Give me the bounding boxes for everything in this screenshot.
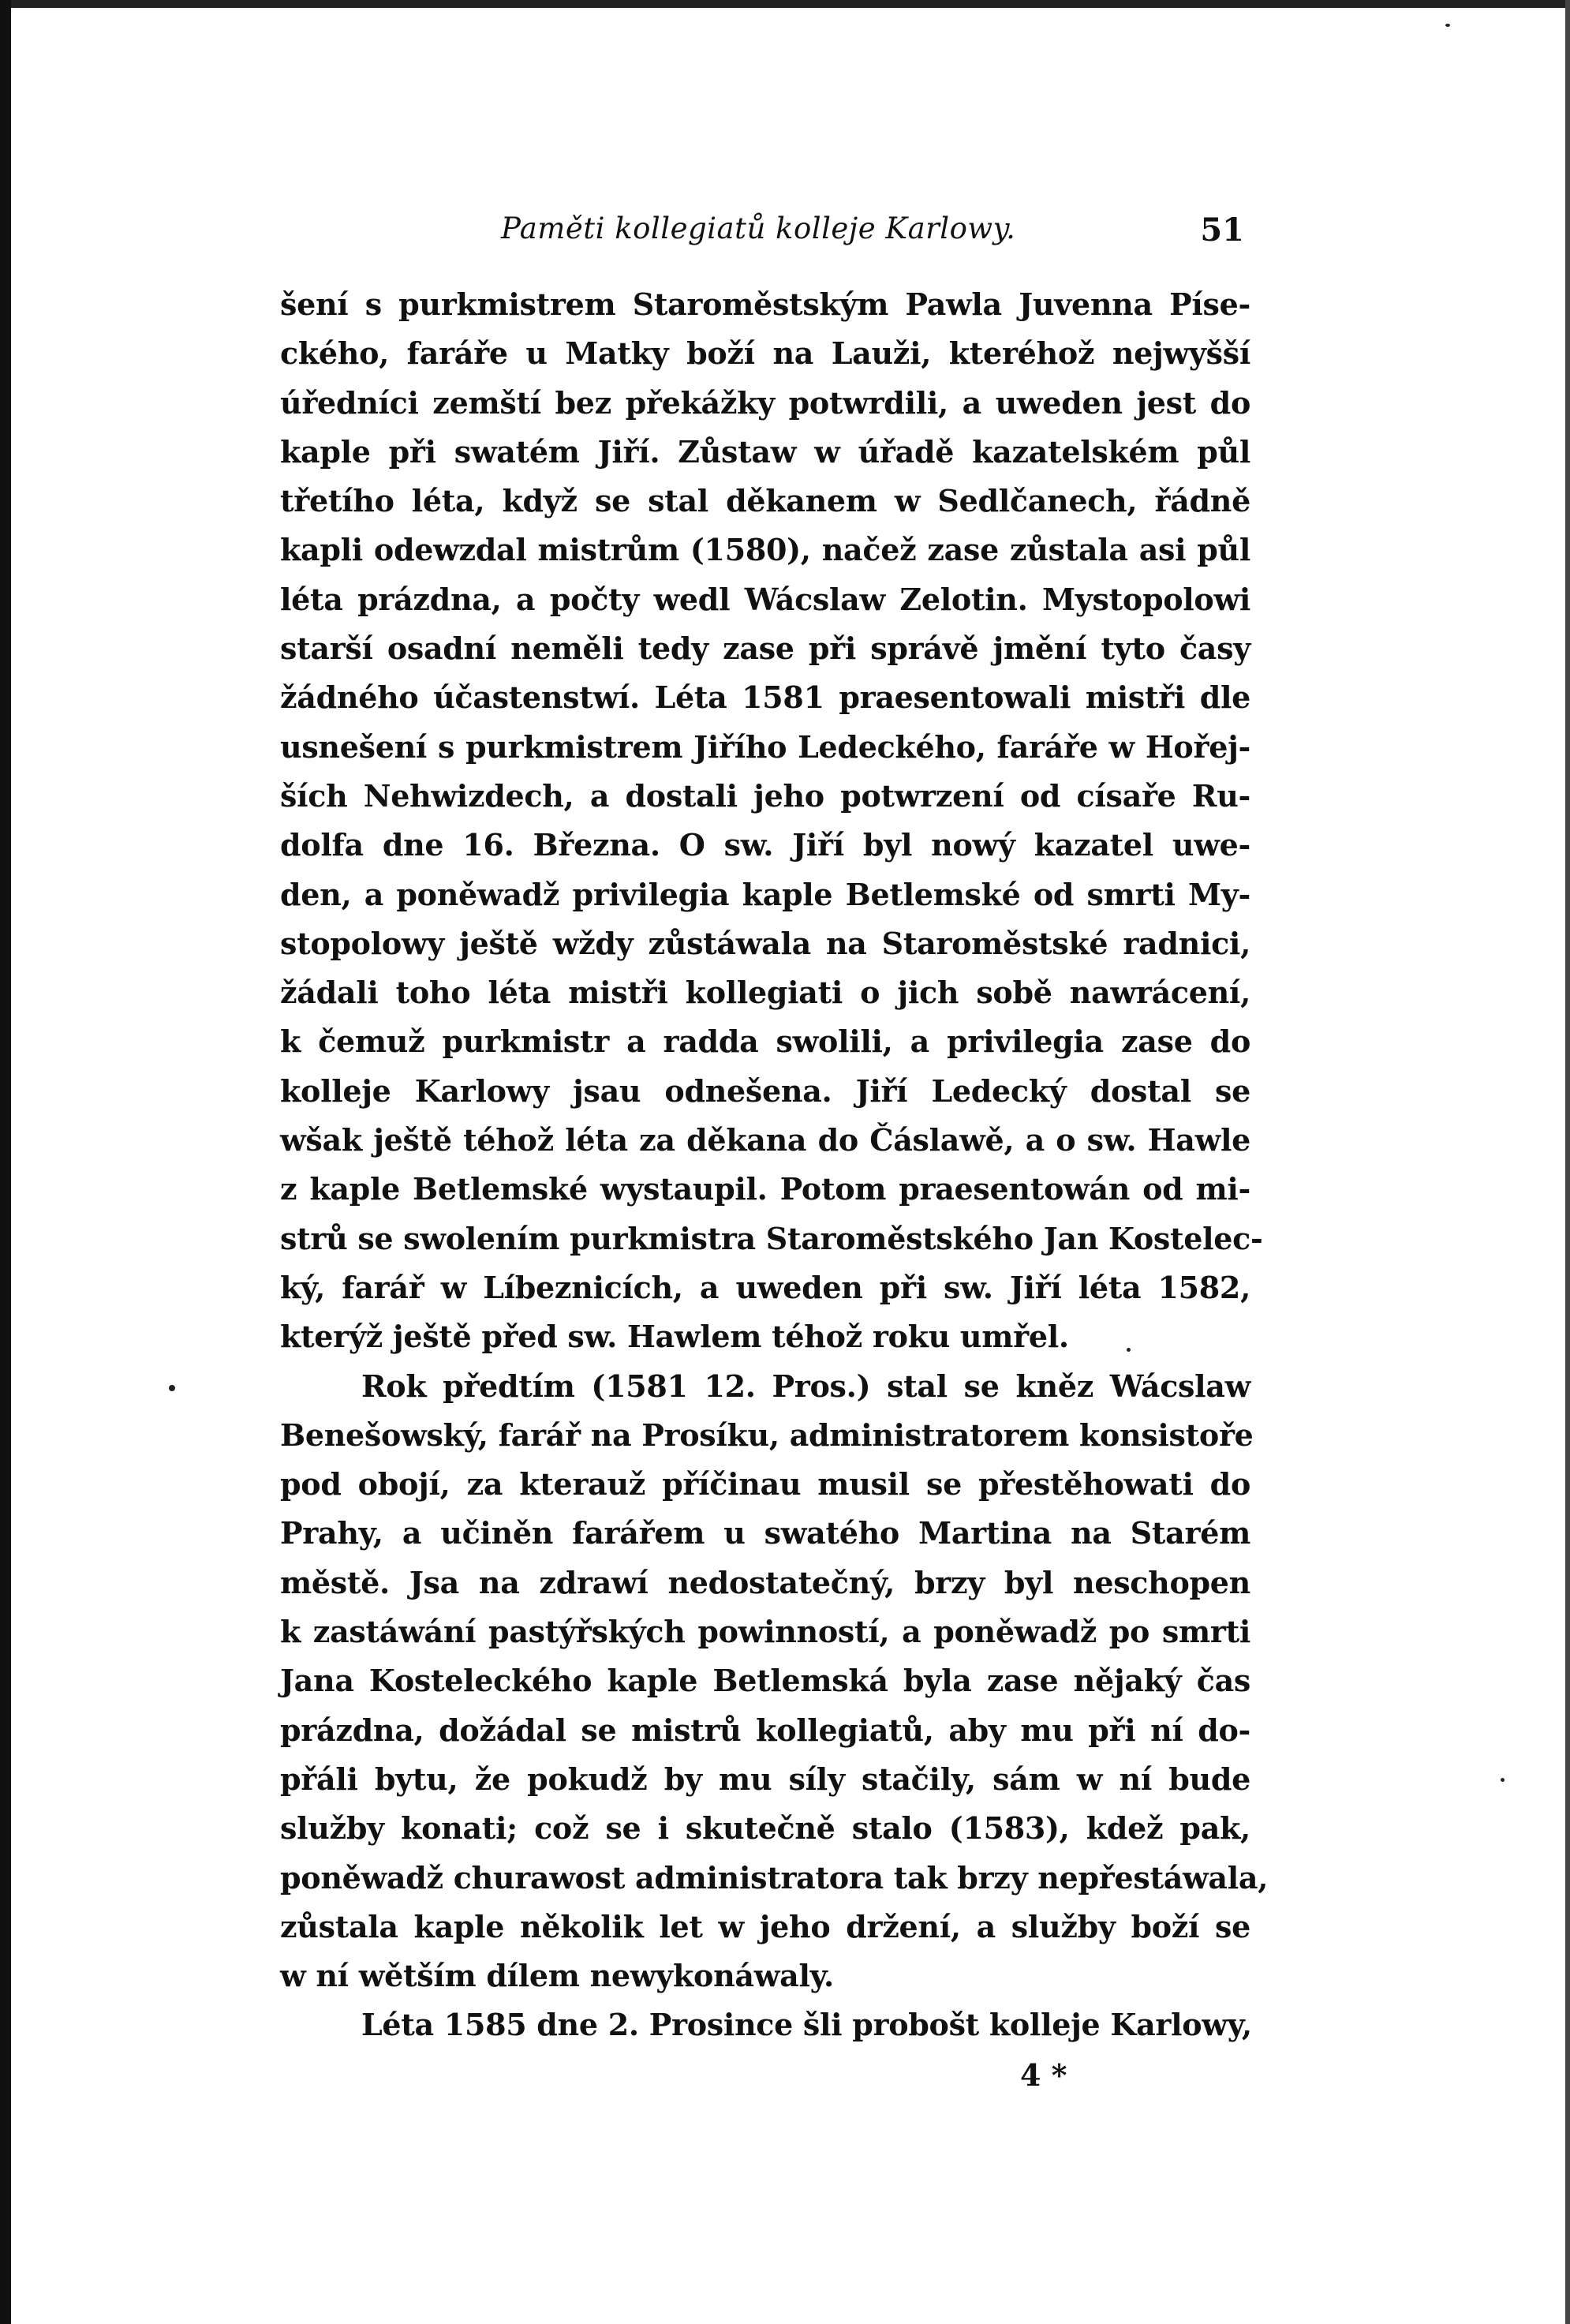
- text-line: starší osadní neměli tedy zase při správě jmění tyto časy: [280, 631, 1250, 667]
- text-line: k zastáwání pastýřských powinností, a poněwadž po smrti: [280, 1614, 1250, 1650]
- text-line: šení s purkmistrem Staroměstským Pawla Juvenna Píse-: [280, 286, 1250, 322]
- text-line: strů se swolením purkmistra Staroměstského Jan Kostelec-: [280, 1220, 1263, 1256]
- signature-mark: 4 *: [1020, 2057, 1067, 2093]
- text-line: ký, farář w Líbeznicích, a uweden při sw. Jiří léta 1582,: [280, 1269, 1250, 1305]
- text-line: úředníci zemští bez překážky potwrdili, a uweden jest do: [280, 384, 1250, 421]
- scan-speck: [1501, 1778, 1505, 1782]
- text-line: přáli bytu, že pokudž by mu síly stačily, sám w ní bude: [280, 1761, 1250, 1797]
- text-line: kaple při swatém Jiří. Zůstaw w úřadě kazatelském půl: [280, 433, 1250, 470]
- text-line: Rok předtím (1581 12. Pros.) stal se kněz Wácslaw: [361, 1368, 1250, 1404]
- text-line: poněwadž churawost administratora tak brzy nepřestáwala,: [280, 1859, 1269, 1896]
- text-line: kterýž ještě před sw. Hawlem téhož roku umřel.: [280, 1319, 1069, 1355]
- scan-speck: [1445, 24, 1450, 27]
- text-line: Prahy, a učiněn farářem u swatého Martina na Starém: [280, 1515, 1250, 1551]
- text-line: Léta 1585 dne 2. Prosince šli probošt kolleje Karlowy,: [361, 2007, 1252, 2043]
- running-title: Paměti kollegiatů kolleje Karlowy.: [501, 211, 1016, 245]
- text-line: den, a poněwadž privilegia kaple Betlemské od smrti My-: [280, 876, 1250, 912]
- text-line: zůstala kaple několik let w jeho držení, a služby boží se: [280, 1908, 1250, 1944]
- text-line: kapli odewzdal mistrům (1580), načež zase zůstala asi půl: [280, 532, 1250, 568]
- body-text: [280, 280, 1269, 2050]
- text-line: žádného účastenstwí. Léta 1581 praesentowali mistři dle: [280, 679, 1250, 716]
- text-line: kolleje Karlowy jsau odnešena. Jiří Ledecký dostal se: [280, 1072, 1250, 1109]
- page-number: 51: [1200, 211, 1244, 249]
- text-line: žádali toho léta mistři kollegiati o jich sobě nawrácení,: [280, 975, 1250, 1011]
- running-head: [280, 211, 1250, 259]
- text-line: ších Nehwizdech, a dostali jeho potwrzení od císaře Ru-: [280, 777, 1250, 814]
- text-line: prázdna, dožádal se mistrů kollegiatů, aby mu při ní do-: [280, 1712, 1250, 1748]
- text-line: stopolowy ještě wždy zůstáwala na Staroměstské radnici,: [280, 925, 1250, 961]
- text-line: Benešowský, farář na Prosíku, administratorem konsistoře: [280, 1416, 1254, 1453]
- text-line: w ní wětším dílem newykonáwaly.: [280, 1958, 834, 1994]
- book-page: [280, 0, 1269, 2324]
- text-line: třetího léta, když se stal děkanem w Sedlčanech, řádně: [280, 483, 1250, 519]
- text-line: usnešení s purkmistrem Jiřího Ledeckého, faráře w Hořej-: [280, 728, 1250, 765]
- scan-border-right: [1565, 0, 1570, 2324]
- scan-speck: [169, 1385, 175, 1391]
- text-line: z kaple Betlemské wystaupil. Potom praesentowán od mi-: [280, 1171, 1250, 1207]
- text-line: léta prázdna, a počty wedl Wácslaw Zelotin. Mystopolowi: [280, 581, 1250, 617]
- text-line: pod obojí, za kterauž příčinau musil se přestěhowati do: [280, 1466, 1250, 1503]
- text-line: ckého, faráře u Matky boží na Lauži, kteréhož nejwyšší: [280, 335, 1250, 372]
- text-line: městě. Jsa na zdrawí nedostatečný, brzy byl neschopen: [280, 1564, 1250, 1600]
- text-line: dolfa dne 16. Března. O sw. Jiří byl nowý kazatel uwe-: [280, 827, 1250, 863]
- text-line: služby konati; což se i skutečně stalo (1583), kdež pak,: [280, 1810, 1250, 1847]
- scan-border-left: [0, 0, 11, 2324]
- text-line: k čemuž purkmistr a radda swolili, a privilegia zase do: [280, 1024, 1250, 1060]
- text-line: Jana Kosteleckého kaple Betlemská byla zase nějaký čas: [280, 1663, 1250, 1699]
- text-line: wšak ještě téhož léta za děkana do Čáslawě, a o sw. Hawle: [280, 1122, 1250, 1158]
